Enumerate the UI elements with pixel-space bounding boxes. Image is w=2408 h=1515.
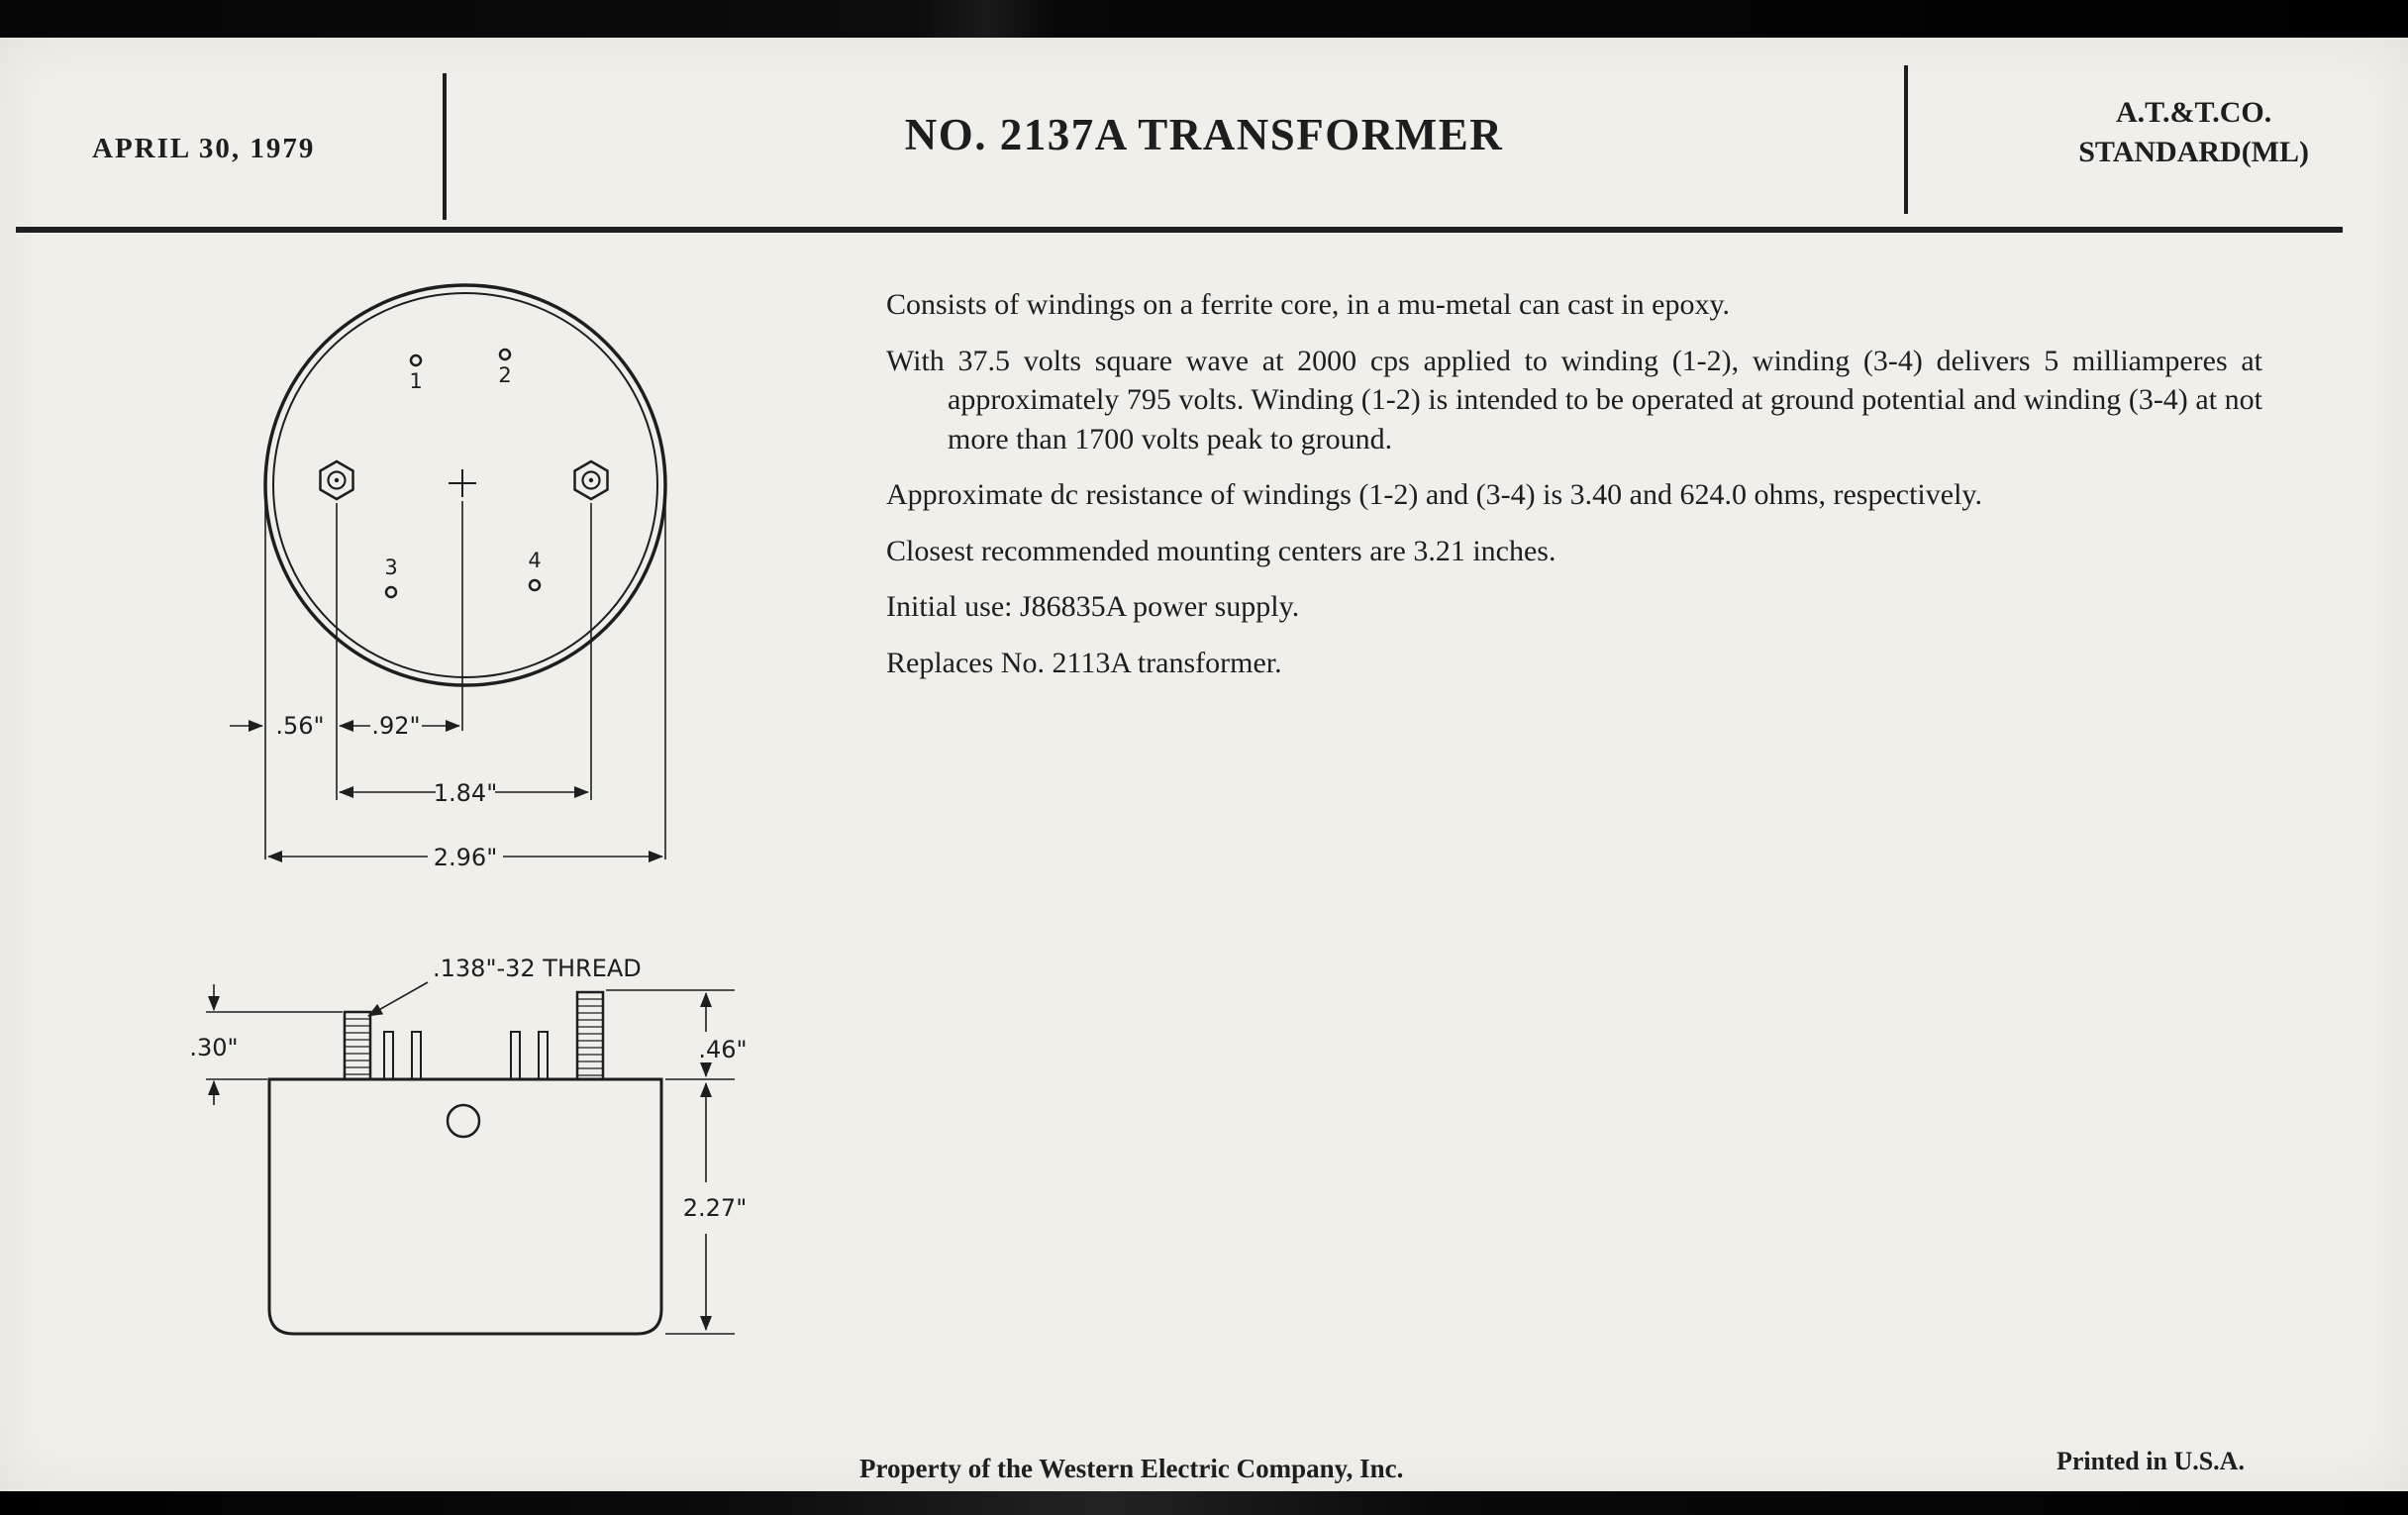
description-column (886, 285, 2262, 699)
terminal-3-label: 3 (384, 556, 398, 579)
dim-184-label: 1.84" (433, 779, 498, 807)
scan-bottom-edge (0, 1491, 2408, 1515)
terminal-4-label: 4 (528, 549, 542, 572)
can-outline (265, 285, 665, 685)
property-notice: Property of the Western Electric Company, Inc. (859, 1454, 1404, 1483)
threaded-stud-right (577, 992, 603, 1079)
threaded-stud-left (345, 1012, 370, 1079)
dim-227-label: 2.27" (682, 1194, 748, 1222)
dim-92-label: .92" (371, 712, 421, 740)
center-mark (449, 469, 476, 497)
org-name: A.T.&T.CO. (2116, 96, 2272, 129)
dim-56-label: .56" (275, 712, 325, 740)
top-view-diagram (139, 265, 792, 879)
thread-callout-label: .138"-32 THREAD (433, 955, 642, 982)
printed-notice: Printed in U.S.A. (2057, 1447, 2245, 1475)
terminal-pins-side-view (384, 1032, 548, 1079)
dim-296-label: 2.96" (433, 844, 498, 871)
fill-hole (448, 1105, 479, 1137)
dim-46-label: .46" (698, 1036, 748, 1063)
paragraph: Approximate dc resistance of windings (1-2) and (3-4) is 3.40 and 624.0 ohms, respectively. (886, 478, 1982, 511)
paragraph: Replaces No. 2113A transformer. (886, 646, 1282, 679)
dim-46 (606, 990, 735, 1079)
dim-30-label: .30" (189, 1034, 239, 1061)
can-body (269, 1079, 661, 1334)
org-standard: STANDARD(ML) (2078, 136, 2309, 168)
paragraph: Initial use: J86835A power supply. (886, 590, 1300, 623)
document-page (0, 38, 2408, 1491)
header-rule (16, 227, 2343, 233)
mounting-stud-left (321, 461, 353, 499)
page-title: NO. 2137A TRANSFORMER (904, 110, 1504, 159)
terminal-1-label: 1 (409, 369, 423, 393)
org-block (2078, 93, 2309, 172)
terminal-2-label: 2 (498, 363, 512, 387)
document-date: APRIL 30, 1979 (92, 133, 316, 164)
header-divider-right (1904, 65, 1908, 214)
paragraph: Consists of windings on a ferrite core, in a mu-metal can cast in epoxy. (886, 288, 1730, 321)
side-view-diagram (129, 941, 782, 1376)
thread-callout-arrow (368, 982, 428, 1016)
mounting-stud-right (575, 461, 608, 499)
scan-top-edge (0, 0, 2408, 38)
paragraph: Closest recommended mounting centers are 3.21 inches. (886, 534, 1556, 567)
paragraph: With 37.5 volts square wave at 2000 cps applied to winding (1-2), winding (3-4) delivers 5 milliamperes at approximately 795 volts. Winding (1-2) is intended to be operated at ground potential and winding (3-4) at not more than 1700 volts peak to ground. (886, 344, 2262, 455)
